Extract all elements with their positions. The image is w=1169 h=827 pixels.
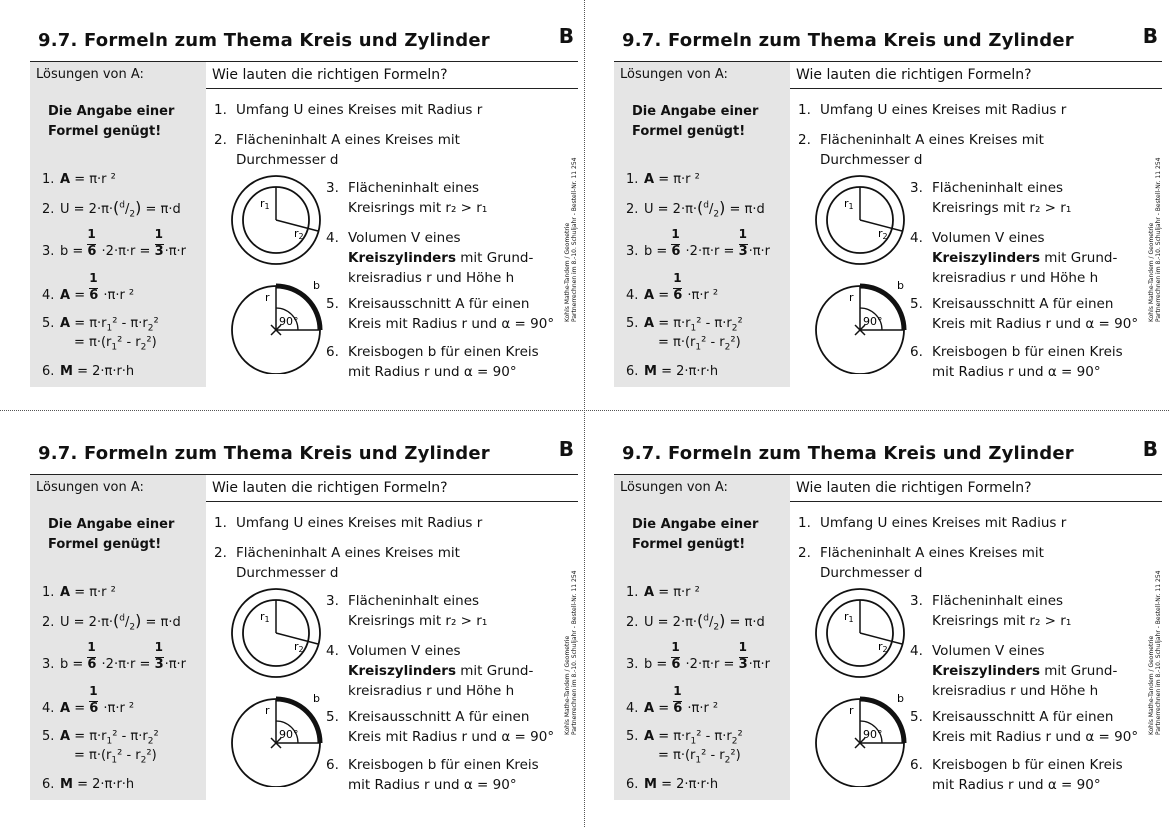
card-top-right [614, 0, 1162, 380]
solution-2: 2. $U = 2\cdot\pi\cdot(^d/_2) = \pi\cdot d$ [42, 611, 181, 633]
side-text-1: Kohls Mathe-Tandem / Geometrie [1148, 635, 1155, 735]
label-angle: 90° [863, 315, 883, 328]
figure-svg [806, 587, 916, 787]
label-r1: r1 [844, 197, 854, 211]
question-header: Wie lauten die richtigen Formeln? [212, 67, 448, 83]
figures [806, 174, 916, 378]
card-title: 9.7. Formeln zum Thema Kreis und Zylinder [38, 443, 490, 464]
solution-5: 5. $A = \pi\cdot r_1^2 - \pi\cdot r_2^2$ [42, 729, 159, 747]
solution-6: 6. M = 2·π·r·h [42, 364, 135, 379]
solution-4: 4. A = $\frac{1}{6} \cdot\pi\cdot r$ ² [626, 684, 719, 716]
sector-figure [816, 692, 904, 787]
figure-svg [222, 587, 332, 787]
card-top-left [30, 0, 578, 380]
vertical-cut-line [584, 0, 585, 827]
question-2: 2. Flächeninhalt A eines Kreises mit Durchmesser d [214, 545, 460, 581]
side-imprint [564, 102, 578, 322]
card-letter: B [558, 24, 574, 48]
solution-6: 6. M = 2·π·r·h [42, 777, 135, 792]
label-b: b [897, 692, 904, 705]
side-text-2: Partnerrechnen im 8.-10. Schuljahr - Bestell-Nr. 11 254 [571, 157, 578, 322]
label-r2: r2 [878, 640, 888, 654]
card-bottom-right [614, 413, 1162, 793]
side-text-1: Kohls Mathe-Tandem / Geometrie [564, 635, 571, 735]
label-angle: 90° [863, 728, 883, 741]
annulus-figure [232, 176, 320, 264]
solution-2: 2. $U = 2\cdot\pi\cdot(^d/_2) = \pi\cdot d$ [42, 198, 181, 220]
solution-2: 2. $U = 2\cdot\pi\cdot(^d/_2) = \pi\cdot d$ [626, 198, 765, 220]
question-6: 6. Kreisbogen b für einen Kreis mit Radius r und α = 90° [326, 344, 539, 380]
label-b: b [897, 279, 904, 292]
solutions-column [614, 501, 790, 800]
sector-figure [816, 279, 904, 374]
solutions-column [30, 501, 206, 800]
label-angle: 90° [279, 728, 299, 741]
solution-1: 1. A = π·r ² [626, 172, 700, 187]
label-b: b [313, 279, 320, 292]
solutions-column [30, 88, 206, 387]
label-r: r [849, 291, 854, 304]
question-1: 1. Umfang U eines Kreises mit Radius r [214, 515, 483, 531]
question-3: 3. Flächeninhalt eines Kreisrings mit r₂ > r₁ [910, 180, 1072, 216]
solution-1: 1. A = π·r ² [42, 172, 116, 187]
side-text-1: Kohls Mathe-Tandem / Geometrie [1148, 222, 1155, 322]
solution-4: 4. A = $\frac{1}{6} \cdot\pi\cdot r$ ² [626, 271, 719, 303]
label-r2: r2 [878, 227, 888, 241]
solutions-header: Lösungen von A: [614, 62, 790, 88]
side-imprint [1148, 515, 1162, 735]
solution-3: 3. b = $\frac{1}{6} \cdot 2\cdot\pi\cdot r$ = $\frac{1}{3}\cdot\pi\cdot r$ [626, 640, 770, 672]
question-6: 6. Kreisbogen b für einen Kreis mit Radius r und α = 90° [910, 344, 1123, 380]
question-5: 5. Kreisausschnitt A für einen Kreis mit Radius r und α = 90° [326, 296, 555, 332]
card-letter: B [1142, 24, 1158, 48]
solutions-header: Lösungen von A: [30, 475, 206, 501]
question-3: 3. Flächeninhalt eines Kreisrings mit r₂ > r₁ [910, 593, 1072, 629]
question-6: 6. Kreisbogen b für einen Kreis mit Radius r und α = 90° [326, 757, 539, 793]
solution-5b: = $\pi\cdot(r_1^2 - r_2^2)$ [74, 748, 157, 766]
question-header: Wie lauten die richtigen Formeln? [212, 480, 448, 496]
solution-5b: = $\pi\cdot(r_1^2 - r_2^2)$ [74, 335, 157, 353]
solution-1: 1. A = π·r ² [42, 585, 116, 600]
solutions-header: Lösungen von A: [614, 475, 790, 501]
solution-4: 4. A = $\frac{1}{6} \cdot\pi\cdot r$ ² [42, 271, 135, 303]
solution-3: 3. b = $\frac{1}{6} \cdot 2\cdot\pi\cdot r$ = $\frac{1}{3}\cdot\pi\cdot r$ [42, 227, 186, 259]
annulus-figure [816, 176, 904, 264]
solution-5b: = $\pi\cdot(r_1^2 - r_2^2)$ [658, 335, 741, 353]
question-4: 4. Volumen V eines Kreiszylinders mit Grund- kreisradius r und Höhe h [910, 230, 1118, 286]
side-imprint [1148, 102, 1162, 322]
side-text-2: Partnerrechnen im 8.-10. Schuljahr - Bestell-Nr. 11 254 [571, 570, 578, 735]
card-title: 9.7. Formeln zum Thema Kreis und Zylinder [622, 30, 1074, 51]
label-angle: 90° [279, 315, 299, 328]
card-title: 9.7. Formeln zum Thema Kreis und Zylinder [38, 30, 490, 51]
question-2: 2. Flächeninhalt A eines Kreises mit Durchmesser d [798, 132, 1044, 168]
figures [806, 587, 916, 791]
note-text: Die Angabe einer Formel genügt! [632, 104, 759, 139]
label-r2: r2 [294, 640, 304, 654]
question-4: 4. Volumen V eines Kreiszylinders mit Grund- kreisradius r und Höhe h [326, 230, 534, 286]
annulus-figure [816, 589, 904, 677]
solution-3: 3. b = $\frac{1}{6} \cdot 2\cdot\pi\cdot r$ = $\frac{1}{3}\cdot\pi\cdot r$ [626, 227, 770, 259]
figures [222, 174, 332, 378]
figure-svg [222, 174, 332, 374]
label-r: r [265, 291, 270, 304]
label-r1: r1 [260, 610, 270, 624]
question-1: 1. Umfang U eines Kreises mit Radius r [214, 102, 483, 118]
question-6: 6. Kreisbogen b für einen Kreis mit Radius r und α = 90° [910, 757, 1123, 793]
card-header-row [30, 61, 578, 89]
figures [222, 587, 332, 791]
note-text: Die Angabe einer Formel genügt! [48, 517, 175, 552]
question-5: 5. Kreisausschnitt A für einen Kreis mit Radius r und α = 90° [910, 296, 1139, 332]
question-5: 5. Kreisausschnitt A für einen Kreis mit Radius r und α = 90° [910, 709, 1139, 745]
solution-2: 2. $U = 2\cdot\pi\cdot(^d/_2) = \pi\cdot d$ [626, 611, 765, 633]
annulus-figure [232, 589, 320, 677]
figure-svg [806, 174, 916, 374]
solutions-header: Lösungen von A: [30, 62, 206, 88]
card-letter: B [1142, 437, 1158, 461]
side-text-2: Partnerrechnen im 8.-10. Schuljahr - Bestell-Nr. 11 254 [1155, 570, 1162, 735]
question-2: 2. Flächeninhalt A eines Kreises mit Durchmesser d [214, 132, 460, 168]
solution-5: 5. $A = \pi\cdot r_1^2 - \pi\cdot r_2^2$ [626, 316, 743, 334]
solution-3: 3. b = $\frac{1}{6} \cdot 2\cdot\pi\cdot r$ = $\frac{1}{3}\cdot\pi\cdot r$ [42, 640, 186, 672]
label-b: b [313, 692, 320, 705]
label-r: r [849, 704, 854, 717]
question-5: 5. Kreisausschnitt A für einen Kreis mit Radius r und α = 90° [326, 709, 555, 745]
card-letter: B [558, 437, 574, 461]
note-text: Die Angabe einer Formel genügt! [632, 517, 759, 552]
question-3: 3. Flächeninhalt eines Kreisrings mit r₂ > r₁ [326, 180, 488, 216]
card-bottom-left [30, 413, 578, 793]
sector-figure [232, 692, 320, 787]
solution-5: 5. $A = \pi\cdot r_1^2 - \pi\cdot r_2^2$ [626, 729, 743, 747]
card-header-row [614, 61, 1162, 89]
question-header: Wie lauten die richtigen Formeln? [796, 67, 1032, 83]
question-header: Wie lauten die richtigen Formeln? [796, 480, 1032, 496]
sector-figure [232, 279, 320, 374]
question-1: 1. Umfang U eines Kreises mit Radius r [798, 102, 1067, 118]
question-1: 1. Umfang U eines Kreises mit Radius r [798, 515, 1067, 531]
question-3: 3. Flächeninhalt eines Kreisrings mit r₂ > r₁ [326, 593, 488, 629]
card-header-row [30, 474, 578, 502]
label-r2: r2 [294, 227, 304, 241]
side-imprint [564, 515, 578, 735]
label-r1: r1 [260, 197, 270, 211]
solution-4: 4. A = $\frac{1}{6} \cdot\pi\cdot r$ ² [42, 684, 135, 716]
solutions-column [614, 88, 790, 387]
card-header-row [614, 474, 1162, 502]
card-title: 9.7. Formeln zum Thema Kreis und Zylinder [622, 443, 1074, 464]
question-2: 2. Flächeninhalt A eines Kreises mit Durchmesser d [798, 545, 1044, 581]
question-4: 4. Volumen V eines Kreiszylinders mit Grund- kreisradius r und Höhe h [910, 643, 1118, 699]
horizontal-cut-line [0, 410, 1169, 411]
solution-5: 5. $A = \pi\cdot r_1^2 - \pi\cdot r_2^2$ [42, 316, 159, 334]
question-4: 4. Volumen V eines Kreiszylinders mit Grund- kreisradius r und Höhe h [326, 643, 534, 699]
solution-6: 6. M = 2·π·r·h [626, 777, 719, 792]
label-r: r [265, 704, 270, 717]
solution-6: 6. M = 2·π·r·h [626, 364, 719, 379]
side-text-1: Kohls Mathe-Tandem / Geometrie [564, 222, 571, 322]
solution-5b: = $\pi\cdot(r_1^2 - r_2^2)$ [658, 748, 741, 766]
solution-1: 1. A = π·r ² [626, 585, 700, 600]
label-r1: r1 [844, 610, 854, 624]
side-text-2: Partnerrechnen im 8.-10. Schuljahr - Bestell-Nr. 11 254 [1155, 157, 1162, 322]
note-text: Die Angabe einer Formel genügt! [48, 104, 175, 139]
